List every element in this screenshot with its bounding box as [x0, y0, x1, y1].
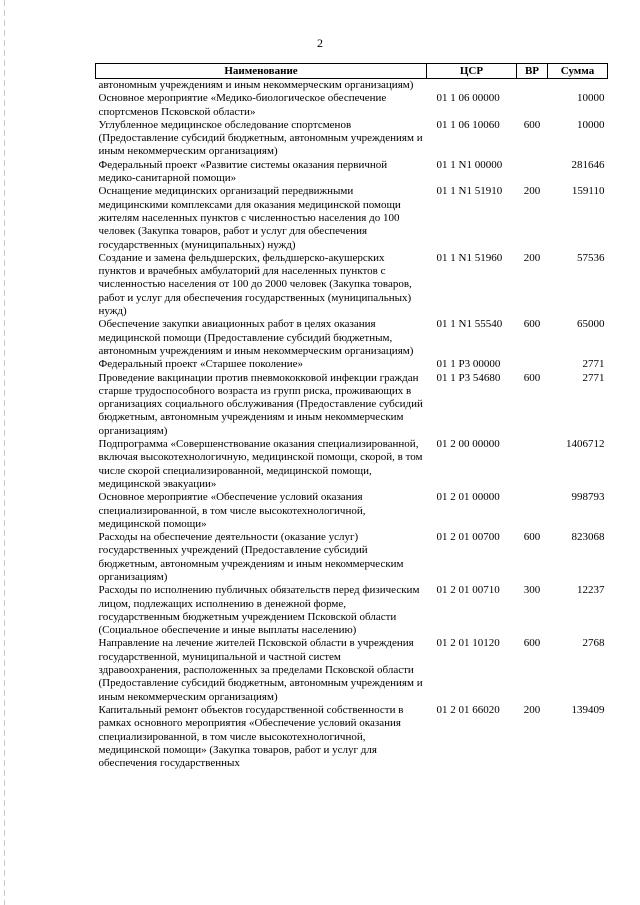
table-header-row [96, 64, 608, 79]
row-sum-cell: 57536 [577, 251, 605, 264]
row-sum-cell: 10000 [577, 92, 605, 105]
row-name-cell: Расходы по исполнению публичных обязательств перед физическим лицом, подлежащих исполнению в денежной форме, государственным бюджетным учреждением Псковской области (Социальное обеспечение и иные выплаты населению) [98, 584, 420, 637]
row-sum-cell: 2771 [582, 358, 605, 371]
row-name-cell: Оснащение медицинских организаций передвижными медицинскими комплексами для оказания медицинской помощи жителям населенных пунктов с численностью населения до 100 человек (Закупка товаров, работ и услуг для обеспечения государственных (муниципальных) нужд) [98, 185, 401, 251]
row-sum-cell: 998793 [571, 491, 605, 504]
row-vr-cell [517, 79, 548, 93]
row-csr-cell: 01 1 06 00000 [436, 92, 500, 105]
row-sum-cell: 281646 [571, 158, 605, 171]
row-name-cell: Расходы на обеспечение деятельности (оказание услуг) государственных учреждений (Предоставление субсидий бюджетным, автономным учреждениям и иным некоммерческим организациям) [98, 531, 404, 583]
row-name-cell: Федеральный проект «Развитие системы оказания первичной медико-санитарной помощи» [98, 158, 388, 185]
row-csr-cell: 01 1 N1 55540 [436, 318, 503, 331]
row-vr-cell: 200 [523, 703, 541, 716]
row-name-cell: Обеспечение закупки авиационных работ в целях оказания медицинской помощи (Предоставление субсидий бюджетным, автономным учреждениям и иным некоммерческим организациям) [98, 318, 414, 357]
row-csr-cell: 01 2 01 10120 [436, 637, 500, 650]
table-row [96, 358, 608, 371]
row-vr-cell: 600 [523, 118, 541, 131]
row-vr-cell: 600 [523, 531, 541, 544]
row-name-cell: Направление на лечение жителей Псковской области в учреждения государственной, муниципальной и частной систем здравоохранения, расположенных за пределами Псковской области (Предоставление субсидий бюджетным, автономным учреждениям и иным некоммерческим организациям) [98, 637, 423, 703]
row-vr-cell: 200 [523, 185, 541, 198]
row-sum-cell: 2768 [582, 637, 605, 650]
table-row [96, 79, 608, 93]
row-name-cell: Федеральный проект «Старшее поколение» [98, 358, 304, 371]
row-vr-cell: 600 [523, 637, 541, 650]
row-csr-cell: 01 1 N1 51960 [436, 251, 503, 264]
row-vr-cell [517, 92, 548, 119]
row-name-cell: автономным учреждениям и иным некоммерческим организациям) [98, 79, 414, 91]
table-body [96, 79, 608, 771]
row-csr-cell [427, 79, 517, 93]
row-vr-cell [517, 159, 548, 186]
row-name-cell: Проведение вакцинации против пневмококковой инфекции граждан старше трудоспособного возраста из групп риска, проживающих в организациях социального обслуживания (Предоставление субсидий бюджетным, автономным учреждениям и иным некоммерческим организациям) [98, 371, 423, 437]
row-vr-cell [517, 491, 548, 531]
row-csr-cell: 01 2 01 00710 [436, 584, 500, 597]
row-csr-cell: 01 1 P3 00000 [436, 358, 501, 371]
row-sum-cell: 2771 [582, 371, 605, 384]
table-row [96, 584, 608, 637]
scan-edge [4, 0, 5, 905]
row-vr-cell: 200 [523, 251, 541, 264]
header-csr: ЦСР [427, 64, 517, 79]
row-sum-cell: 12237 [577, 584, 605, 597]
table-row [96, 372, 608, 438]
row-name-cell: Углубленное медицинское обследование спортсменов (Предоставление субсидий бюджетным, автономным учреждениям и иным некоммерческим организациям) [98, 118, 423, 158]
table-row [96, 531, 608, 584]
row-name-cell: Капитальный ремонт объектов государственной собственности в рамках основного мероприятия «Обеспечение условий оказания специализированной, в том числе высокотехнологичной, медицинской помощи» (Закупка товаров, работ и услуг для обеспечения государственных [98, 703, 404, 770]
row-sum-cell: 1406712 [566, 438, 605, 451]
row-sum-cell: 139409 [571, 703, 605, 716]
row-name-cell: Создание и замена фельдшерских, фельдшерско-акушерских пунктов и врачебных амбулаторий для населенных пунктов с численностью населения от 100 до 2000 человек (Закупка товаров, работ и услуг для обеспечения государственных (муниципальных) нужд) [98, 251, 412, 318]
table-row [96, 438, 608, 491]
header-vr: ВР [517, 64, 548, 79]
row-csr-cell: 01 2 01 66020 [436, 703, 500, 716]
row-sum-cell: 10000 [577, 118, 605, 131]
table-row [96, 159, 608, 186]
row-vr-cell: 300 [523, 584, 541, 597]
table-row [96, 491, 608, 531]
table-row [96, 185, 608, 251]
row-csr-cell: 01 2 00 00000 [436, 438, 500, 451]
row-csr-cell: 01 2 01 00000 [436, 491, 500, 504]
table-row [96, 92, 608, 119]
row-vr-cell [517, 438, 548, 491]
row-name-cell: Основное мероприятие «Медико-биологическое обеспечение спортсменов Псковской области» [98, 92, 387, 118]
row-sum-cell: 65000 [577, 318, 605, 331]
budget-table [95, 63, 608, 770]
row-name-cell: Основное мероприятие «Обеспечение условий оказания специализированной, в том числе высокотехнологичной, медицинской помощи» [98, 491, 366, 530]
row-csr-cell: 01 1 06 10060 [436, 118, 500, 131]
table-row [96, 119, 608, 159]
row-vr-cell: 600 [523, 318, 541, 331]
table-row [96, 252, 608, 318]
row-csr-cell: 01 1 N1 00000 [436, 158, 503, 171]
row-csr-cell: 01 1 P3 54680 [436, 371, 501, 384]
row-name-cell: Подпрограмма «Совершенствование оказания специализированной, включая высокотехнологичную, медицинской помощи, скорой, в том числе скорой специализированной, медицинской помощи, медицинской эвакуации» [98, 438, 423, 490]
table-row [96, 318, 608, 358]
row-vr-cell [517, 358, 548, 371]
page-number: 2 [317, 36, 323, 50]
table-row [96, 637, 608, 703]
table-row [96, 704, 608, 770]
row-csr-cell: 01 1 N1 51910 [436, 185, 503, 198]
row-csr-cell: 01 2 01 00700 [436, 531, 500, 544]
header-sum: Сумма [548, 64, 608, 79]
row-sum-cell: 159110 [571, 185, 605, 198]
header-name: Наименование [96, 64, 427, 79]
row-sum-cell [548, 79, 608, 93]
row-vr-cell: 600 [523, 371, 541, 384]
row-sum-cell: 823068 [571, 531, 605, 544]
